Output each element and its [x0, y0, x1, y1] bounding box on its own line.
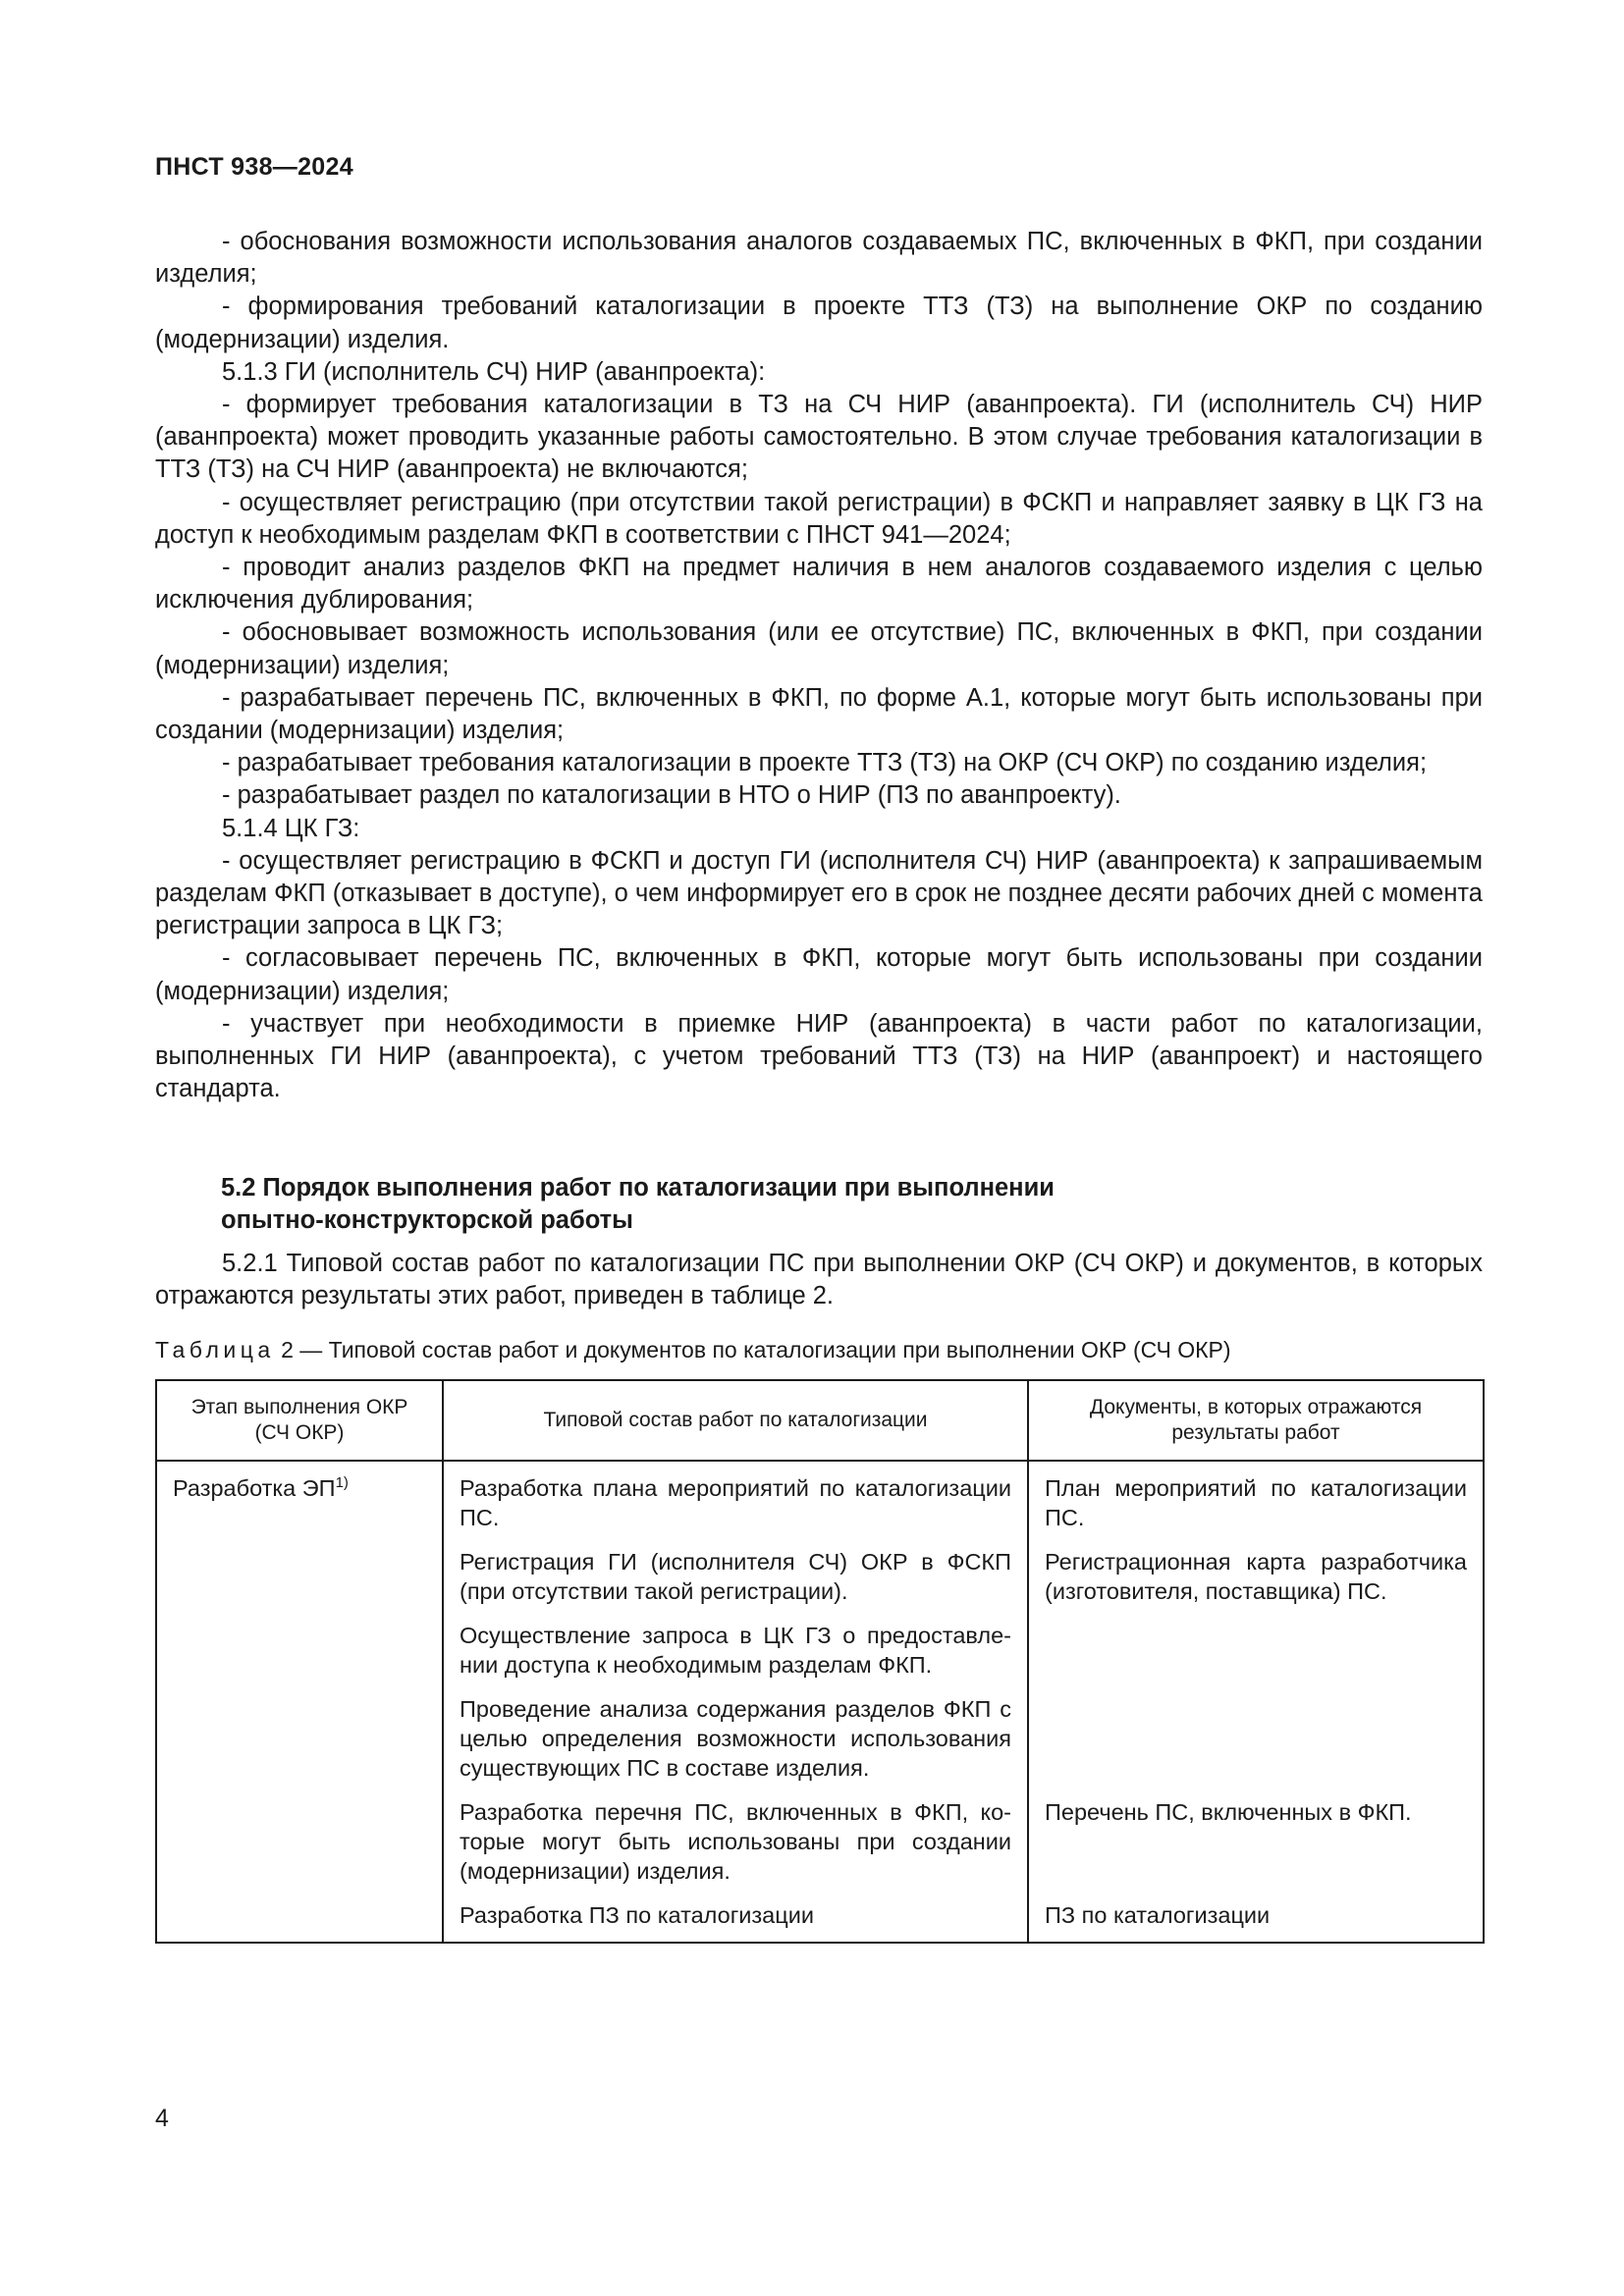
- paragraph: - согласовывает перечень ПС, включенных в ФКП, которые могут быть использованы при создании (модернизации) изделия;: [155, 944, 1483, 1005]
- section-heading: [221, 1172, 1301, 1237]
- paragraph: - проводит анализ разделов ФКП на предмет наличия в нем аналогов создаваемого изделия с целью исключения дублирования;: [155, 554, 1483, 614]
- document-item: Регистрационная карта разработчика (изготовителя, поставщика) ПС.: [1045, 1549, 1467, 1604]
- table-header-row: [156, 1380, 1484, 1461]
- document-item: [1029, 1610, 1483, 1683]
- paragraph: - разрабатывает требования каталогизации в проекте ТТЗ (ТЗ) на ОКР (СЧ ОКР) по созданию изделия;: [222, 749, 1428, 777]
- work-item: Осуществление запроса в ЦК ГЗ о предоставлении доступа к необходимым разделам ФКП.: [460, 1623, 1011, 1678]
- table-caption: [155, 1336, 1231, 1363]
- page-number: 4: [155, 2105, 169, 2132]
- paragraph: - осуществляет регистрацию (при отсутствии такой регистрации) в ФСКП и направляет заявку в ЦК ГЗ на доступ к необходимым разделам ФКП в соответствии с ПНСТ 941—2024;: [155, 488, 1483, 549]
- table-caption-text: 2 — Типовой состав работ и документов по каталогизации при выполнении ОКР (СЧ ОКР): [274, 1337, 1231, 1362]
- paragraph: - участвует при необходимости в приемке НИР (аванпроекта) в части работ по каталогизации, выполненных ГИ НИР (аванпроекта), с учетом требований ТТЗ (ТЗ) на НИР (аванпроект) и настоящего стандарта.: [155, 1009, 1483, 1103]
- stage-cell: [156, 1461, 443, 1943]
- body-text: [155, 226, 1483, 1105]
- work-item: Разработка перечня ПС, включенных в ФКП, которые могут быть использованы при создании (модернизации) изделия.: [460, 1799, 1011, 1884]
- document-item: [1029, 1683, 1483, 1787]
- work-item: Регистрация ГИ (исполнителя СЧ) ОКР в ФСКП (при отсутствии такой регистрации).: [460, 1549, 1011, 1604]
- document-id: ПНСТ 938—2024: [155, 153, 353, 181]
- table-header-cell: Этап выполнения ОКР (СЧ ОКР): [156, 1380, 443, 1461]
- paragraph: - осуществляет регистрацию в ФСКП и доступ ГИ (исполнителя СЧ) НИР (аванпроекта) к запрашиваемым разделам ФКП (отказывает в доступе), о чем информирует его в срок не позднее десяти рабочих дней с момента регистрации запроса в ЦК ГЗ;: [155, 846, 1483, 940]
- section-paragraph: 5.2.1 Типовой состав работ по каталогизации ПС при выполнении ОКР (СЧ ОКР) и документов, в которых отражаются результаты этих работ, приведен в таблице 2.: [155, 1250, 1483, 1309]
- document-item: ПЗ по каталогизации: [1045, 1902, 1271, 1928]
- documents-cell: [1028, 1461, 1484, 1943]
- paragraph: - обоснования возможности использования аналогов создаваемых ПС, включенных в ФКП, при создании изделия;: [155, 228, 1483, 289]
- work-item: Проведение анализа содержания разделов ФКП с целью определения возможности использования существующих ПС в составе изделия.: [460, 1696, 1011, 1781]
- works-cell: [443, 1461, 1028, 1943]
- paragraph: - формирования требований каталогизации в проекте ТТЗ (ТЗ) на выполнение ОКР по созданию (модернизации) изделия.: [155, 293, 1483, 353]
- table-header-cell: Документы, в которых отражаются результаты работ: [1028, 1380, 1484, 1461]
- paragraph: - разрабатывает раздел по каталогизации в НТО о НИР (ПЗ по аванпроекту).: [222, 781, 1121, 810]
- section-heading-line: опытно-конструкторской работы: [221, 1206, 633, 1234]
- footnote-marker: 1): [335, 1474, 349, 1492]
- works-table: [155, 1379, 1485, 1944]
- section-heading-line: 5.2 Порядок выполнения работ по каталогизации при выполнении: [221, 1174, 1055, 1201]
- paragraph: - разрабатывает перечень ПС, включенных в ФКП, по форме А.1, которые могут быть использованы при создании (модернизации) изделия;: [155, 683, 1483, 745]
- paragraph: - обосновывает возможность использования (или ее отсутствие) ПС, включенных в ФКП, при создании (модернизации) изделия;: [155, 618, 1483, 679]
- work-item: Разработка плана мероприятий по каталогизации ПС.: [460, 1475, 1011, 1530]
- stage-label: Разработка ЭП: [173, 1475, 336, 1501]
- table-header-cell: Типовой состав работ по каталогизации: [443, 1380, 1028, 1461]
- table-row: [156, 1461, 1484, 1943]
- work-item: Разработка ПЗ по каталогизации: [460, 1902, 814, 1928]
- clause-heading: 5.1.4 ЦК ГЗ:: [222, 814, 360, 842]
- clause-heading: 5.1.3 ГИ (исполнитель СЧ) НИР (аванпроекта):: [222, 357, 766, 386]
- document-item: План мероприятий по каталогизации ПС.: [1045, 1475, 1467, 1530]
- paragraph: - формирует требования каталогизации в ТЗ на СЧ НИР (аванпроекта). ГИ (исполнитель СЧ) НИР (аванпроекта) может проводить указанные работы самостоятельно. В этом случае требования каталогизации в ТТЗ (ТЗ) на СЧ НИР (аванпроекта) не включаются;: [155, 391, 1483, 484]
- document-item: Перечень ПС, включенных в ФКП.: [1045, 1799, 1412, 1825]
- table-caption-word: Таблица: [155, 1337, 275, 1362]
